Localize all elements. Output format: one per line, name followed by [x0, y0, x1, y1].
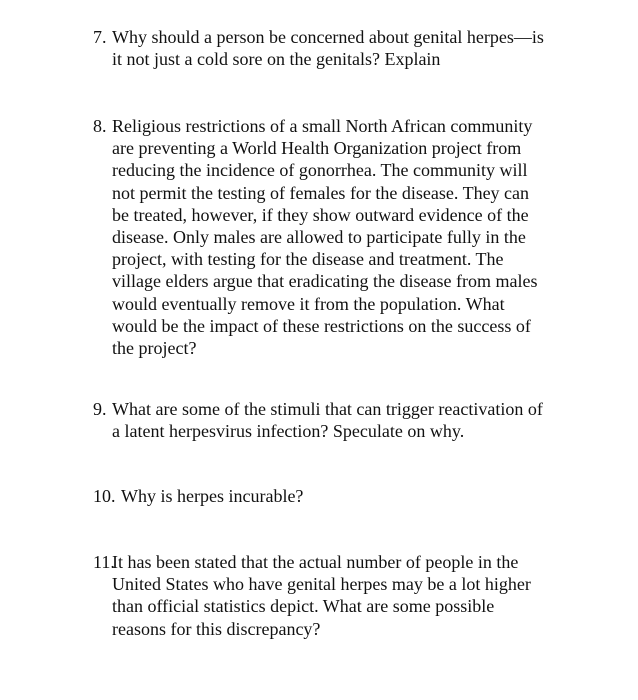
question-line: project, with testing for the disease and treatment. The	[112, 249, 504, 270]
question-line: reducing the incidence of gonorrhea. The community will	[112, 160, 528, 181]
question-line: it not just a cold sore on the genitals? Explain	[112, 49, 441, 70]
question-line: Why should a person be concerned about genital herpes—is	[112, 27, 544, 47]
question-number: 10.	[93, 486, 116, 506]
question-line: a latent herpesvirus infection? Speculate on why.	[112, 421, 465, 442]
question-line: What are some of the stimuli that can trigger reactivation of	[112, 399, 543, 419]
question-line: reasons for this discrepancy?	[112, 618, 321, 639]
question-10	[93, 485, 568, 507]
question-line: not permit the testing of females for the disease. They can	[112, 182, 530, 203]
question-line: would be the impact of these restrictions on the success of	[112, 315, 531, 336]
question-line: be treated, however, if they show outward evidence of the	[112, 204, 529, 225]
question-number: 8.	[93, 116, 107, 136]
question-number: 7.	[93, 27, 107, 47]
question-number: 9.	[93, 399, 107, 419]
question-line: the project?	[112, 338, 197, 359]
question-line: It has been stated that the actual number of people in the	[112, 552, 519, 572]
question-line: disease. Only males are allowed to participate fully in the	[112, 227, 526, 248]
question-line: village elders argue that eradicating the disease from males	[112, 271, 538, 292]
question-line: Religious restrictions of a small North African community	[112, 116, 533, 136]
question-7	[93, 26, 568, 70]
question-number: 11.	[93, 552, 115, 572]
question-line: United States who have genital herpes may be a lot higher	[112, 574, 531, 595]
question-line: are preventing a World Health Organization project from	[112, 138, 522, 159]
question-8	[93, 115, 568, 359]
question-9	[93, 398, 568, 442]
question-11	[93, 551, 568, 640]
question-line: than official statistics depict. What are some possible	[112, 596, 495, 617]
question-line: Why is herpes incurable?	[121, 486, 304, 506]
question-line: would eventually remove it from the population. What	[112, 293, 505, 314]
